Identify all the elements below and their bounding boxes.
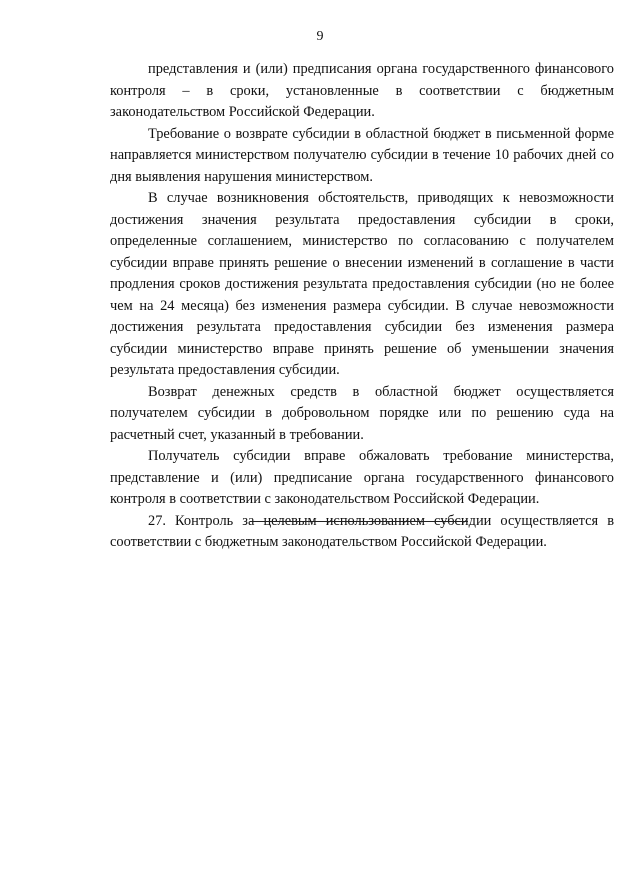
- end-of-document-rule: [250, 521, 468, 522]
- paragraph-refund-procedure: Возврат денежных средств в областной бюджет осуществляется получателем субсидии в добровольном порядке или по решению суда на расчетный счет, указанный в требовании.: [110, 383, 614, 443]
- document-body: [110, 59, 614, 554]
- paragraph-clause-27: 27. Контроль за целевым использованием субсидии осуществляется в соответствии с бюджетным законодательством Российской Федерации.: [110, 512, 614, 550]
- paragraph-circumstances: В случае возникновения обстоятельств, приводящих к невозможности достижения значения результата предоставления субсидии в сроки, определенные соглашением, министерство по согласованию с получателем субсидии вправе принять решение о внесении изменений в соглашение в части продления сроков достижения результата предоставления субсидии (но не более чем на 24 месяца) без изменения размера субсидии. В случае невозможности достижения результата предоставления субсидии без изменения размера субсидии министерство вправе принять решение об уменьшении значения результата предоставления субсидии.: [110, 190, 614, 378]
- paragraph-refund-requirement: Требование о возврате субсидии в областной бюджет в письменной форме направляется министерством получателю субсидии в течение 10 рабочих дней со дня выявления нарушения министерством.: [110, 125, 614, 185]
- paragraph-continuation: представления и (или) предписания органа государственного финансового контроля – в сроки, установленные в соответствии с бюджетным законодательством Российской Федерации.: [110, 61, 614, 120]
- page-number: 9: [316, 29, 324, 44]
- paragraph-appeal-right: Получатель субсидии вправе обжаловать требование министерства, представление и (или) предписание органа государственного финансового контроля в соответствии с законодательством Российской Федерации.: [110, 448, 614, 507]
